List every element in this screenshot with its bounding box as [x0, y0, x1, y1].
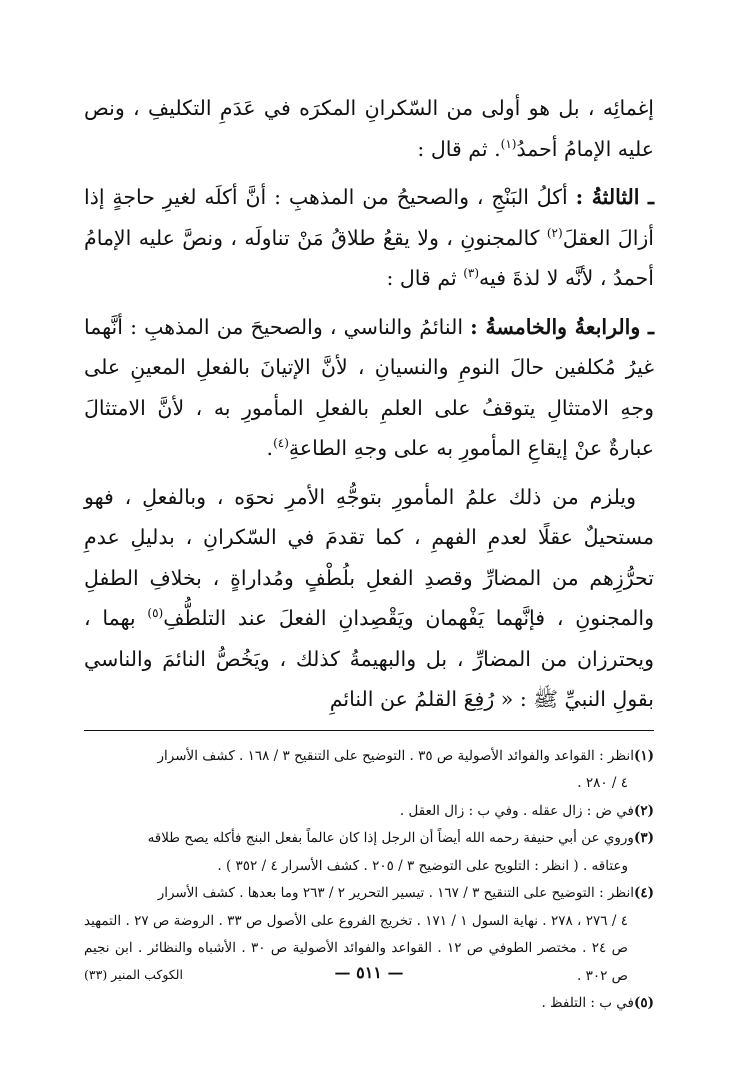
footnote-continuation: ٤ / ٢٨٠ . [577, 775, 628, 791]
footnote-divider [84, 730, 654, 731]
footnote-number: (١) [633, 747, 654, 764]
footnote-text: وروي عن أبي حنيفة رحمه الله أيضاً أن الرجل إذا كان عالماً بفعل البنج فأكله يصح طلاقه [147, 830, 634, 846]
paragraph-4 [84, 477, 654, 720]
footnote-continuation: ٤ / ٢٧٦ ، ٢٧٨ . نهاية السول ١ / ١٧١ . تخريج الفروع على الأصول ص ٣٣ . الروضة ص ٢٧ . التمهيد ص ٢٤ . مختصر الطوفي ص ١٢ . القواعد والفوائد الأصولية ص ٣٠ . الأشباه والنظائر . ابن نجيم ص ٣٠٢ . [84, 912, 629, 984]
page-number: — ٥١١ — [334, 963, 404, 982]
footnote-2 [84, 798, 654, 826]
paragraph-1 [84, 88, 654, 169]
footnote-text: في ب : التلفظ . [541, 995, 634, 1011]
footnote-ref-5: (٥) [147, 606, 164, 621]
paragraph-2-text-b: كالمجنونِ ، ولا يقعُ طلاقُ مَنْ تناولَه ، ونصَّ عليه الإمامُ أحمدُ ، لأنَّه لا لذةَ فيه [84, 225, 654, 290]
footnote-5 [84, 990, 654, 1018]
paragraph-4-text-a: ويلزم من ذلك علمُ المأمورِ بتوجُّهِ الأمرِ نحوَه ، وبالفعلِ ، فهو مستحيلٌ عقلًا لعدمِ الفهمِ ، كما تقدمَ في السّكرانِ ، بدليلِ عدمِ تحرُّزِهم من المضارِّ وقصدِ الفعلِ بلُطْفٍ ومُداراةٍ ، بخلافِ الطفلِ والمجنونِ ، فإنَّهما يَفْهمان ويَقْصِدانِ الفعلَ عند التلطُّفِ [84, 484, 654, 630]
footnote-text: انظر : التوضيح على التنقيح ٣ / ١٦٧ . تيسير التحرير ٢ / ٢٦٣ وما بعدها . كشف الأسرار [157, 885, 634, 901]
footnote-number: (٢) [633, 802, 654, 819]
footnote-number: (٥) [633, 995, 654, 1011]
footnote-ref-3: (٣) [463, 266, 480, 281]
footnote-text: في ض : زال عقله . وفي ب : زال العقل . [399, 802, 634, 819]
paragraph-1-text: إغمائِه ، بل هو أولى من السّكرانِ المكرَه في عَدَمِ التكليفِ ، ونص عليه الإمامُ أحمدُ [84, 96, 654, 161]
paragraph-3-heading: ـ والرابعةُ والخامسةُ : [470, 314, 655, 339]
paragraph-2-text-a: أكلُ البَنْجِ ، والصحيحُ من المذهبِ : أنَّ أكلَه لغيرِ حاجةٍ إذا أزالَ العقلَ [84, 185, 654, 250]
paragraph-3 [84, 307, 654, 469]
footnote-ref-1: (١) [500, 136, 517, 151]
footnote-ref-2: (٢) [546, 225, 563, 240]
signature-mark: الكوكب المنير (٣٣) [84, 967, 183, 982]
paragraph-1-tail: . ثم قال : [417, 136, 501, 161]
main-text [84, 88, 654, 720]
footnote-number: (٤) [633, 885, 654, 901]
paragraph-2 [84, 177, 654, 299]
paragraph-3-tail: . [266, 436, 274, 460]
paragraph-4-text-b: بهما ، ويحترزان من المضارِّ ، بل والبهيمةُ كذلك ، ويَخُصُّ النائمَ والناسي بقولِ النبيِّ ﷺ : « رُفِعَ القلمُ عن النائمِ [84, 606, 654, 711]
footnote-ref-4: (٤) [273, 436, 289, 451]
paragraph-2-heading: ـ الثالثةُ : [575, 185, 654, 209]
paragraph-2-tail: ثم قال : [386, 266, 464, 290]
footnote-text: انظر : القواعد والفوائد الأصولية ص ٣٥ . التوضيح على التنقيح ٣ / ١٦٨ . كشف الأسرار [157, 747, 634, 764]
footnote-continuation: وعتاقه . ( انظر : التلويح على التوضيح ٣ / ٢٠٥ . كشف الأسرار ٤ / ٣٥٢ ) . [217, 857, 628, 874]
footnote-3 [84, 825, 654, 880]
page-footer [84, 963, 654, 983]
footnote-1 [84, 743, 654, 798]
footnote-number: (٣) [633, 830, 654, 846]
paragraph-3-text: النائمُ والناسي ، والصحيحَ من المذهبِ : أنَّهما غيرُ مُكلفين حالَ النومِ والنسيانِ ، لأنَّ الإتيانَ بالفعلِ المعينِ على وجهِ الامتثالِ يتوقفُ على العلمِ بالفعلِ المأمورِ به ، لأنَّ الامتثالَ عبارةٌ عنْ إيقاعِ المأمورِ به على وجهِ الطاعةِ [84, 314, 654, 460]
